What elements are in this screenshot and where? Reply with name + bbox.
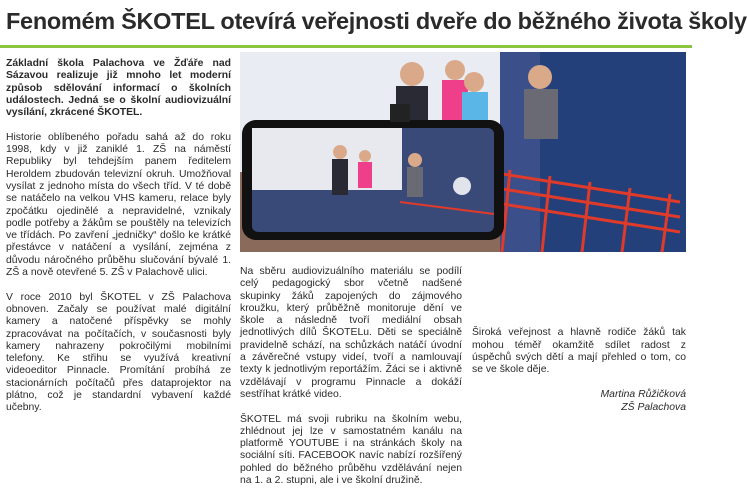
- column-right: [472, 266, 686, 414]
- article-lead: Základní škola Palachova ve Žďáře nad Sázavou realizuje již mnoho let moderní způsob sdělování informací o školních událostech. Jedná se o školní audiovizuální vysílání, zkrácené ŠKOTEL.: [6, 58, 231, 119]
- column-left: [6, 58, 231, 427]
- signature: [472, 389, 686, 415]
- paragraph-public: Široká veřejnost a hlavně rodiče žáků tak mohou téměř okamžitě sdílet radost z úspěchů svých dětí a mají přehled o tom, co se ve škole děje.: [472, 327, 686, 376]
- title-bar: [0, 0, 747, 48]
- author-name: Martina Růžičková: [600, 388, 686, 400]
- article-title: Fenomém ŠKOTEL otevírá veřejnosti dveře do běžného života školy: [6, 8, 747, 34]
- column-middle: [240, 266, 462, 500]
- paragraph-2010: V roce 2010 byl ŠKOTEL v ZŠ Palachova obnoven. Začaly se používat malé digitální kamery a natočené příspěvky se mohly zpracovávat na počítačích, v současnosti byly kamery nahrazeny pokročilými mobilními telefony. Ke střihu se využívá kreativní videoeditor Pinnacle. Promítání probíhá ze stacionárních počítačů přes dataprojektor na plátno, což je standardní vybavení každé učebny.: [6, 291, 231, 414]
- paragraph-web-continued: [472, 266, 686, 315]
- paragraph-web: ŠKOTEL má svoji rubriku na školním webu, zhlédnout jej lze v samostatném kanálu na platformě YOUTUBE i na stránkách školy na sociální síti. FACEBOOK navíc nabízí rozšířený pohled do běžného průběhu vzdělávání nejen na 1. a 2. stupni, ale i ve školní družině.: [240, 413, 462, 487]
- author-organization: ZŠ Palachova: [621, 401, 686, 413]
- paragraph-history: Historie oblíbeného pořadu sahá až do roku 1998, kdy v již zaniklé 1. ZŠ na náměstí Republiky byl tehdejším panem ředitelem Heroldem zbudován televizní okruh. Umožňoval vysílat z jednoho místa do všech tříd. V té době se natáčelo na velkou VHS kameru, relace byly zpočátku ojedinělé a nepravidelné, vznikaly podle potřeby a žákům se pouštěly na televizích ve třídách. Po zavření „jedničky“ došlo ke krátké přestávce v natáčení a vysílání, zejména z důvodu náročného průběhu slučování bývalé 1. ZŠ a nově otevřené 5. ZŠ v Palachově ulici.: [6, 131, 231, 279]
- students-filming-with-phone-icon: [240, 52, 686, 252]
- paragraph-material: Na sběru audiovizuálního materiálu se podílí celý pedagogický sbor včetně nadšené skupinky žáků zapojených do zájmového kroužku, který průběžně monitoruje dění ve škole a následně tvoří mediální obsah jednotlivých dílů ŠKOTELu. Děti se speciálně pravidelně schází, na schůzkách natáčí úvodní a závěrečné vstupy videí, tvoří a namlouvají texty k jednotlivým reportážím. Žáci se i aktivně vzdělávají v programu Pinnacle a dokáží sestříhat krátké video.: [240, 266, 462, 400]
- article-photo: [240, 52, 686, 252]
